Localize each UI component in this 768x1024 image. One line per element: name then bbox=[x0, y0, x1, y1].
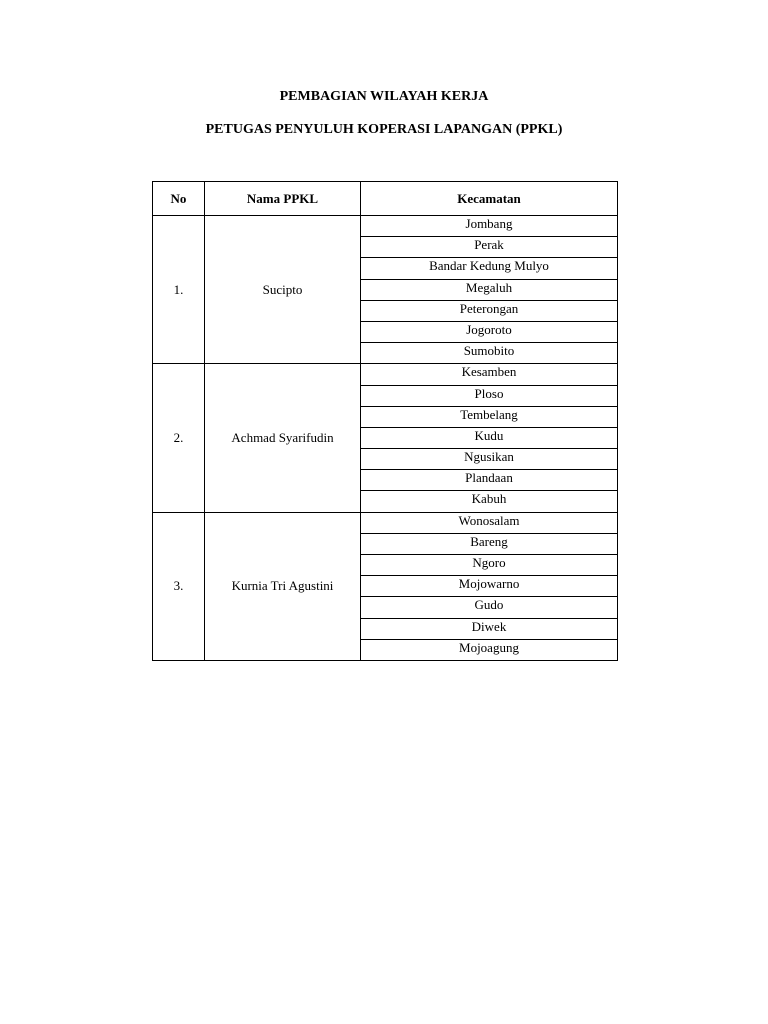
table-row bbox=[153, 216, 618, 237]
cell-kecamatan: Ploso bbox=[361, 385, 618, 406]
header-no: No bbox=[153, 182, 205, 216]
cell-no: 1. bbox=[153, 216, 205, 364]
table-row bbox=[153, 364, 618, 385]
cell-kecamatan: Sumobito bbox=[361, 343, 618, 364]
cell-kecamatan: Ngusikan bbox=[361, 449, 618, 470]
cell-kecamatan: Kudu bbox=[361, 427, 618, 448]
cell-kecamatan: Wonosalam bbox=[361, 512, 618, 533]
cell-kecamatan: Gudo bbox=[361, 597, 618, 618]
ppkl-table bbox=[152, 181, 618, 661]
cell-kecamatan: Kesamben bbox=[361, 364, 618, 385]
table-header bbox=[153, 182, 618, 216]
table-body bbox=[153, 216, 618, 661]
cell-nama-ppkl: Kurnia Tri Agustini bbox=[205, 512, 361, 660]
cell-kecamatan: Tembelang bbox=[361, 406, 618, 427]
cell-nama-ppkl: Sucipto bbox=[205, 216, 361, 364]
document-title: PEMBAGIAN WILAYAH KERJA bbox=[279, 89, 489, 104]
cell-kecamatan: Kabuh bbox=[361, 491, 618, 512]
cell-kecamatan: Plandaan bbox=[361, 470, 618, 491]
cell-no: 2. bbox=[153, 364, 205, 512]
header-row bbox=[153, 182, 618, 216]
cell-kecamatan: Peterongan bbox=[361, 300, 618, 321]
cell-kecamatan: Bareng bbox=[361, 533, 618, 554]
cell-no: 3. bbox=[153, 512, 205, 660]
header-nama: Nama PPKL bbox=[205, 182, 361, 216]
cell-kecamatan: Mojoagung bbox=[361, 639, 618, 660]
cell-kecamatan: Mojowarno bbox=[361, 576, 618, 597]
table-row bbox=[153, 512, 618, 533]
cell-kecamatan: Diwek bbox=[361, 618, 618, 639]
cell-nama-ppkl: Achmad Syarifudin bbox=[205, 364, 361, 512]
cell-kecamatan: Perak bbox=[361, 237, 618, 258]
document-subtitle: PETUGAS PENYULUH KOPERASI LAPANGAN (PPKL) bbox=[205, 122, 563, 137]
cell-kecamatan: Ngoro bbox=[361, 555, 618, 576]
cell-kecamatan: Bandar Kedung Mulyo bbox=[361, 258, 618, 279]
cell-kecamatan: Jombang bbox=[361, 216, 618, 237]
cell-kecamatan: Jogoroto bbox=[361, 321, 618, 342]
cell-kecamatan: Megaluh bbox=[361, 279, 618, 300]
header-kecamatan: Kecamatan bbox=[361, 182, 618, 216]
